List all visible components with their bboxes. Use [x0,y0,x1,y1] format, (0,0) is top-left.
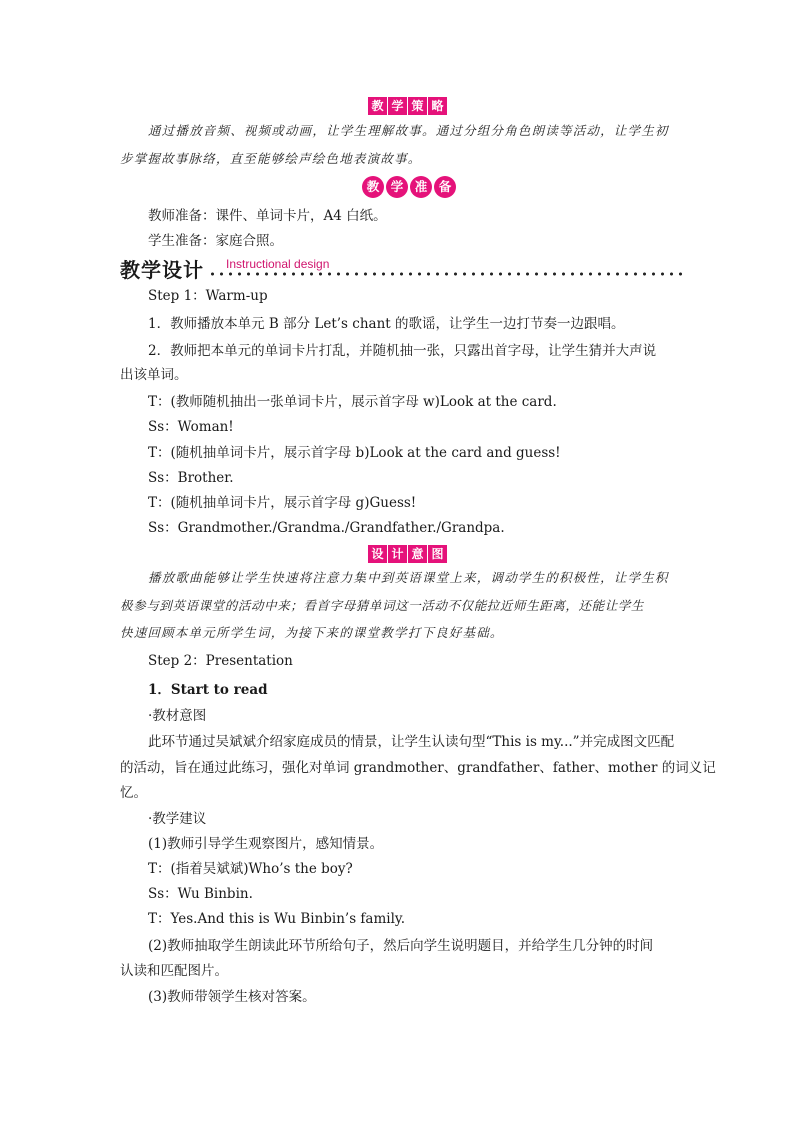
advice2-line2: 认读和匹配图片。 [120,963,228,979]
advice3: (3)教师带领学生核对答案。 [148,989,316,1005]
dialog-line: T：(随机抽单词卡片，展示首字母 b)Look at the card and guess! [148,445,561,461]
intent-label-char: 图 [428,545,447,563]
material-line3: 忆。 [120,785,147,801]
preparation-label-char: 教 [362,176,384,198]
intent-label-char: 意 [408,545,427,563]
intent-label-char: 设 [368,545,387,563]
strategy-text-line2: 步掌握故事脉络，直至能够绘声绘色地表演故事。 [120,151,422,166]
preparation-label-char: 学 [386,176,408,198]
dialog-line: Ss：Wu Binbin. [148,886,253,902]
strategy-label-char: 学 [388,97,407,115]
advice-label: ·教学建议 [148,811,207,827]
strategy-label-char: 策 [408,97,427,115]
material-line2: 的活动，旨在通过此练习，强化对单词 grandmother、grandfather、father、mother 的词义记 [120,760,716,776]
step1-heading: Step 1：Warm-up [148,288,268,304]
dotted-divider [208,272,683,276]
step1-item2-line1: 2．教师把本单元的单词卡片打乱，并随机抽一张，只露出首字母，让学生猜并大声说 [148,343,657,359]
strategy-label-char: 教 [368,97,387,115]
dialog-line: T：(教师随机抽出一张单词卡片，展示首字母 w)Look at the card. [148,394,557,410]
step2-sub1: 1．Start to read [148,682,268,698]
intent-line2: 极参与到英语课堂的活动中来；看首字母猜单词这一活动不仅能拉近师生距离，还能让学生 [120,598,645,613]
intent-label [368,545,447,563]
dialog-line: Ss：Grandmother./Grandma./Grandfather./Grandpa. [148,520,505,536]
step1-item1: 1．教师播放本单元 B 部分 Let’s chant 的歌谣，让学生一边打节奏一边跟唱。 [148,316,625,332]
strategy-label [368,97,447,115]
design-subtitle: Instructional design [226,257,330,271]
material-label: ·教材意图 [148,708,207,724]
advice2-line1: (2)教师抽取学生朗读此环节所给句子，然后向学生说明题目，并给学生几分钟的时间 [148,938,654,954]
dialog-line: T：(随机抽单词卡片，展示首字母 g)Guess! [148,495,417,511]
design-title: 教学设计 [120,258,204,282]
material-line1: 此环节通过吴斌斌介绍家庭成员的情景，让学生认读句型“This is my...”并完成图文匹配 [148,734,675,750]
dialog-line: T：Yes.And this is Wu Binbin’s family. [148,911,406,927]
teacher-preparation: 教师准备：课件、单词卡片，A4 白纸。 [148,208,387,224]
intent-line3: 快速回顾本单元所学生词，为接下来的课堂教学打下良好基础。 [120,625,504,640]
intent-line1: 播放歌曲能够让学生快速将注意力集中到英语课堂上来，调动学生的积极性，让学生积 [148,570,669,585]
advice1: (1)教师引导学生观察图片，感知情景。 [148,836,384,852]
strategy-label-char: 略 [428,97,447,115]
step2-heading: Step 2：Presentation [148,653,293,669]
intent-label-char: 计 [388,545,407,563]
preparation-label [362,176,456,198]
dialog-line: Ss：Woman! [148,419,234,435]
dialog-line: T：(指着吴斌斌)Who’s the boy? [148,861,353,877]
step1-item2-line2: 出该单词。 [120,367,188,383]
student-preparation: 学生准备：家庭合照。 [148,233,283,249]
dialog-line: Ss：Brother. [148,470,234,486]
preparation-label-char: 备 [434,176,456,198]
strategy-text-line1: 通过播放音频、视频或动画，让学生理解故事。通过分组分角色朗读等活动，让学生初 [148,123,669,138]
preparation-label-char: 准 [410,176,432,198]
